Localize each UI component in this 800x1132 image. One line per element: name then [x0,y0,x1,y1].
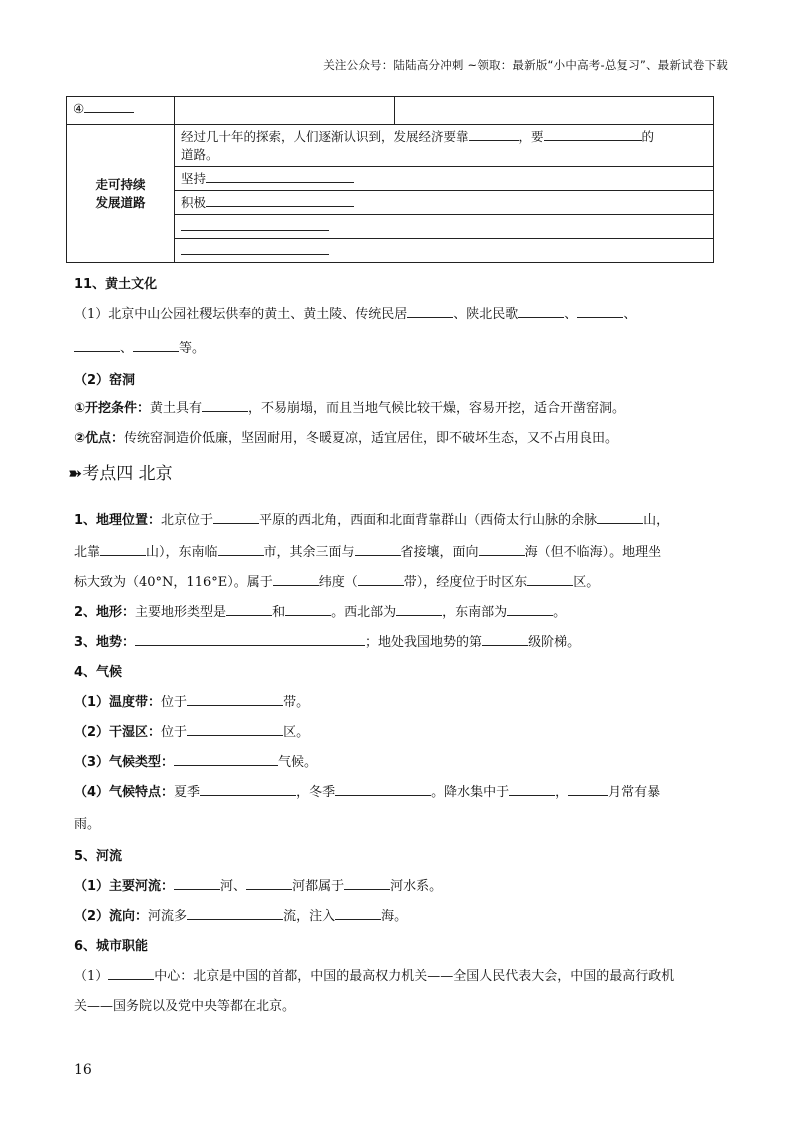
paragraph: （1）温度带：位于 带。 [74,691,309,710]
blank[interactable] [479,542,525,556]
blank[interactable] [407,304,453,318]
blank[interactable] [355,542,401,556]
paragraph: ②优点：传统窑洞造价低廉，坚固耐用，冬暖夏凉，适宜居住，即不破坏生态，又不占用良田。 [74,431,619,446]
paragraph: （1） 中心：北京是中国的首都，中国的最高权力机关——全国人民代表大会，中国的最高行政机 [74,965,674,984]
blank[interactable] [206,193,354,207]
blank[interactable] [344,876,390,890]
blank[interactable] [469,127,519,141]
blank[interactable] [218,542,264,556]
paragraph: （2）干湿区：位于 区。 [74,721,309,740]
blank[interactable] [577,304,623,318]
row1-label-cell: ④ [67,97,175,125]
blank[interactable] [181,217,329,231]
arrow-icon: ➽ [68,464,83,484]
blank[interactable] [133,338,179,352]
page-number: 16 [74,1062,92,1078]
blank[interactable] [335,782,431,796]
blank[interactable] [187,692,283,706]
blank[interactable] [100,542,146,556]
row1-cell-3 [395,97,714,125]
blank[interactable] [108,966,154,980]
blank[interactable] [568,782,608,796]
blank[interactable] [213,510,259,524]
blank[interactable] [335,906,381,920]
paragraph: （3）气候类型： 气候。 [74,751,317,770]
paragraph: 北靠 山），东南临 市，其余三面与 省接壤，面向 海（但不临海）。地理坐 [74,541,661,560]
blank[interactable] [509,782,555,796]
blank[interactable] [84,99,134,113]
blank[interactable] [181,241,329,255]
blank[interactable] [597,510,643,524]
paragraph: （1）北京中山公园社稷坛供奉的黄土、黄土陵、传统民居 、陕北民歌 、 、 [74,303,636,322]
blank[interactable] [396,602,442,616]
row2-cell: 经过几十年的探索，人们逐渐认识到，发展经济要靠 ，要 的 道路。 [175,125,714,167]
row3-cell: 坚持 [175,167,714,191]
blank[interactable] [206,169,354,183]
blank[interactable] [74,338,120,352]
row1-cell-2 [175,97,395,125]
blank[interactable] [482,632,528,646]
section-title: 4、气候 [74,665,123,680]
blank[interactable] [174,876,220,890]
paragraph: 3、地势： ；地处我国地势的第 级阶梯。 [74,631,580,650]
paragraph: 雨。 [74,817,101,832]
paragraph: 标大致为（40°N，116°E）。属于 纬度（ 带），经度位于时区东 区。 [74,571,599,590]
paragraph: （2）流向：河流多 流，注入 海。 [74,905,407,924]
blank[interactable] [174,752,278,766]
paragraph: 关——国务院以及党中央等都在北京。 [74,999,296,1014]
blank[interactable] [518,304,564,318]
blank[interactable] [226,602,272,616]
blank[interactable] [200,782,296,796]
sustainable-development-label: 走可持续 发展道路 [67,125,175,263]
row5-cell [175,215,714,239]
section-heading: ➽考点四 北京 [68,464,173,484]
sustainable-development-table [66,96,714,263]
blank[interactable] [544,127,642,141]
blank[interactable] [202,398,248,412]
row6-cell [175,239,714,263]
paragraph: ①开挖条件：黄土具有 ，不易崩塌，而且当地气候比较干燥，容易开挖，适合开凿窑洞。 [74,397,625,416]
section-title: 11、黄土文化 [74,277,158,292]
blank[interactable] [187,906,283,920]
blank[interactable] [187,722,283,736]
section-title: 6、城市职能 [74,939,149,954]
paragraph: 2、地形：主要地形类型是 和 。西北部为 ，东南部为 。 [74,601,566,620]
blank[interactable] [358,572,404,586]
paragraph: 、 等。 [74,337,205,356]
paragraph: 1、地理位置：北京位于 平原的西北角，西面和北面背靠群山（西倚太行山脉的余脉 山， [74,509,669,528]
subsection-title: （2）窑洞 [74,373,136,388]
page-header: 关注公众号：陆陆高分冲刺 ~领取：最新版“小中高考-总复习”、最新试卷下载 [323,58,728,72]
blank[interactable] [285,602,331,616]
blank[interactable] [507,602,553,616]
section-title: 5、河流 [74,849,123,864]
blank[interactable] [273,572,319,586]
blank[interactable] [246,876,292,890]
paragraph: （1）主要河流： 河、 河都属于 河水系。 [74,875,442,894]
paragraph: （4）气候特点：夏季 ，冬季 。降水集中于 ， 月常有暴 [74,781,660,800]
blank[interactable] [527,572,573,586]
row4-cell: 积极 [175,191,714,215]
blank[interactable] [135,632,365,646]
